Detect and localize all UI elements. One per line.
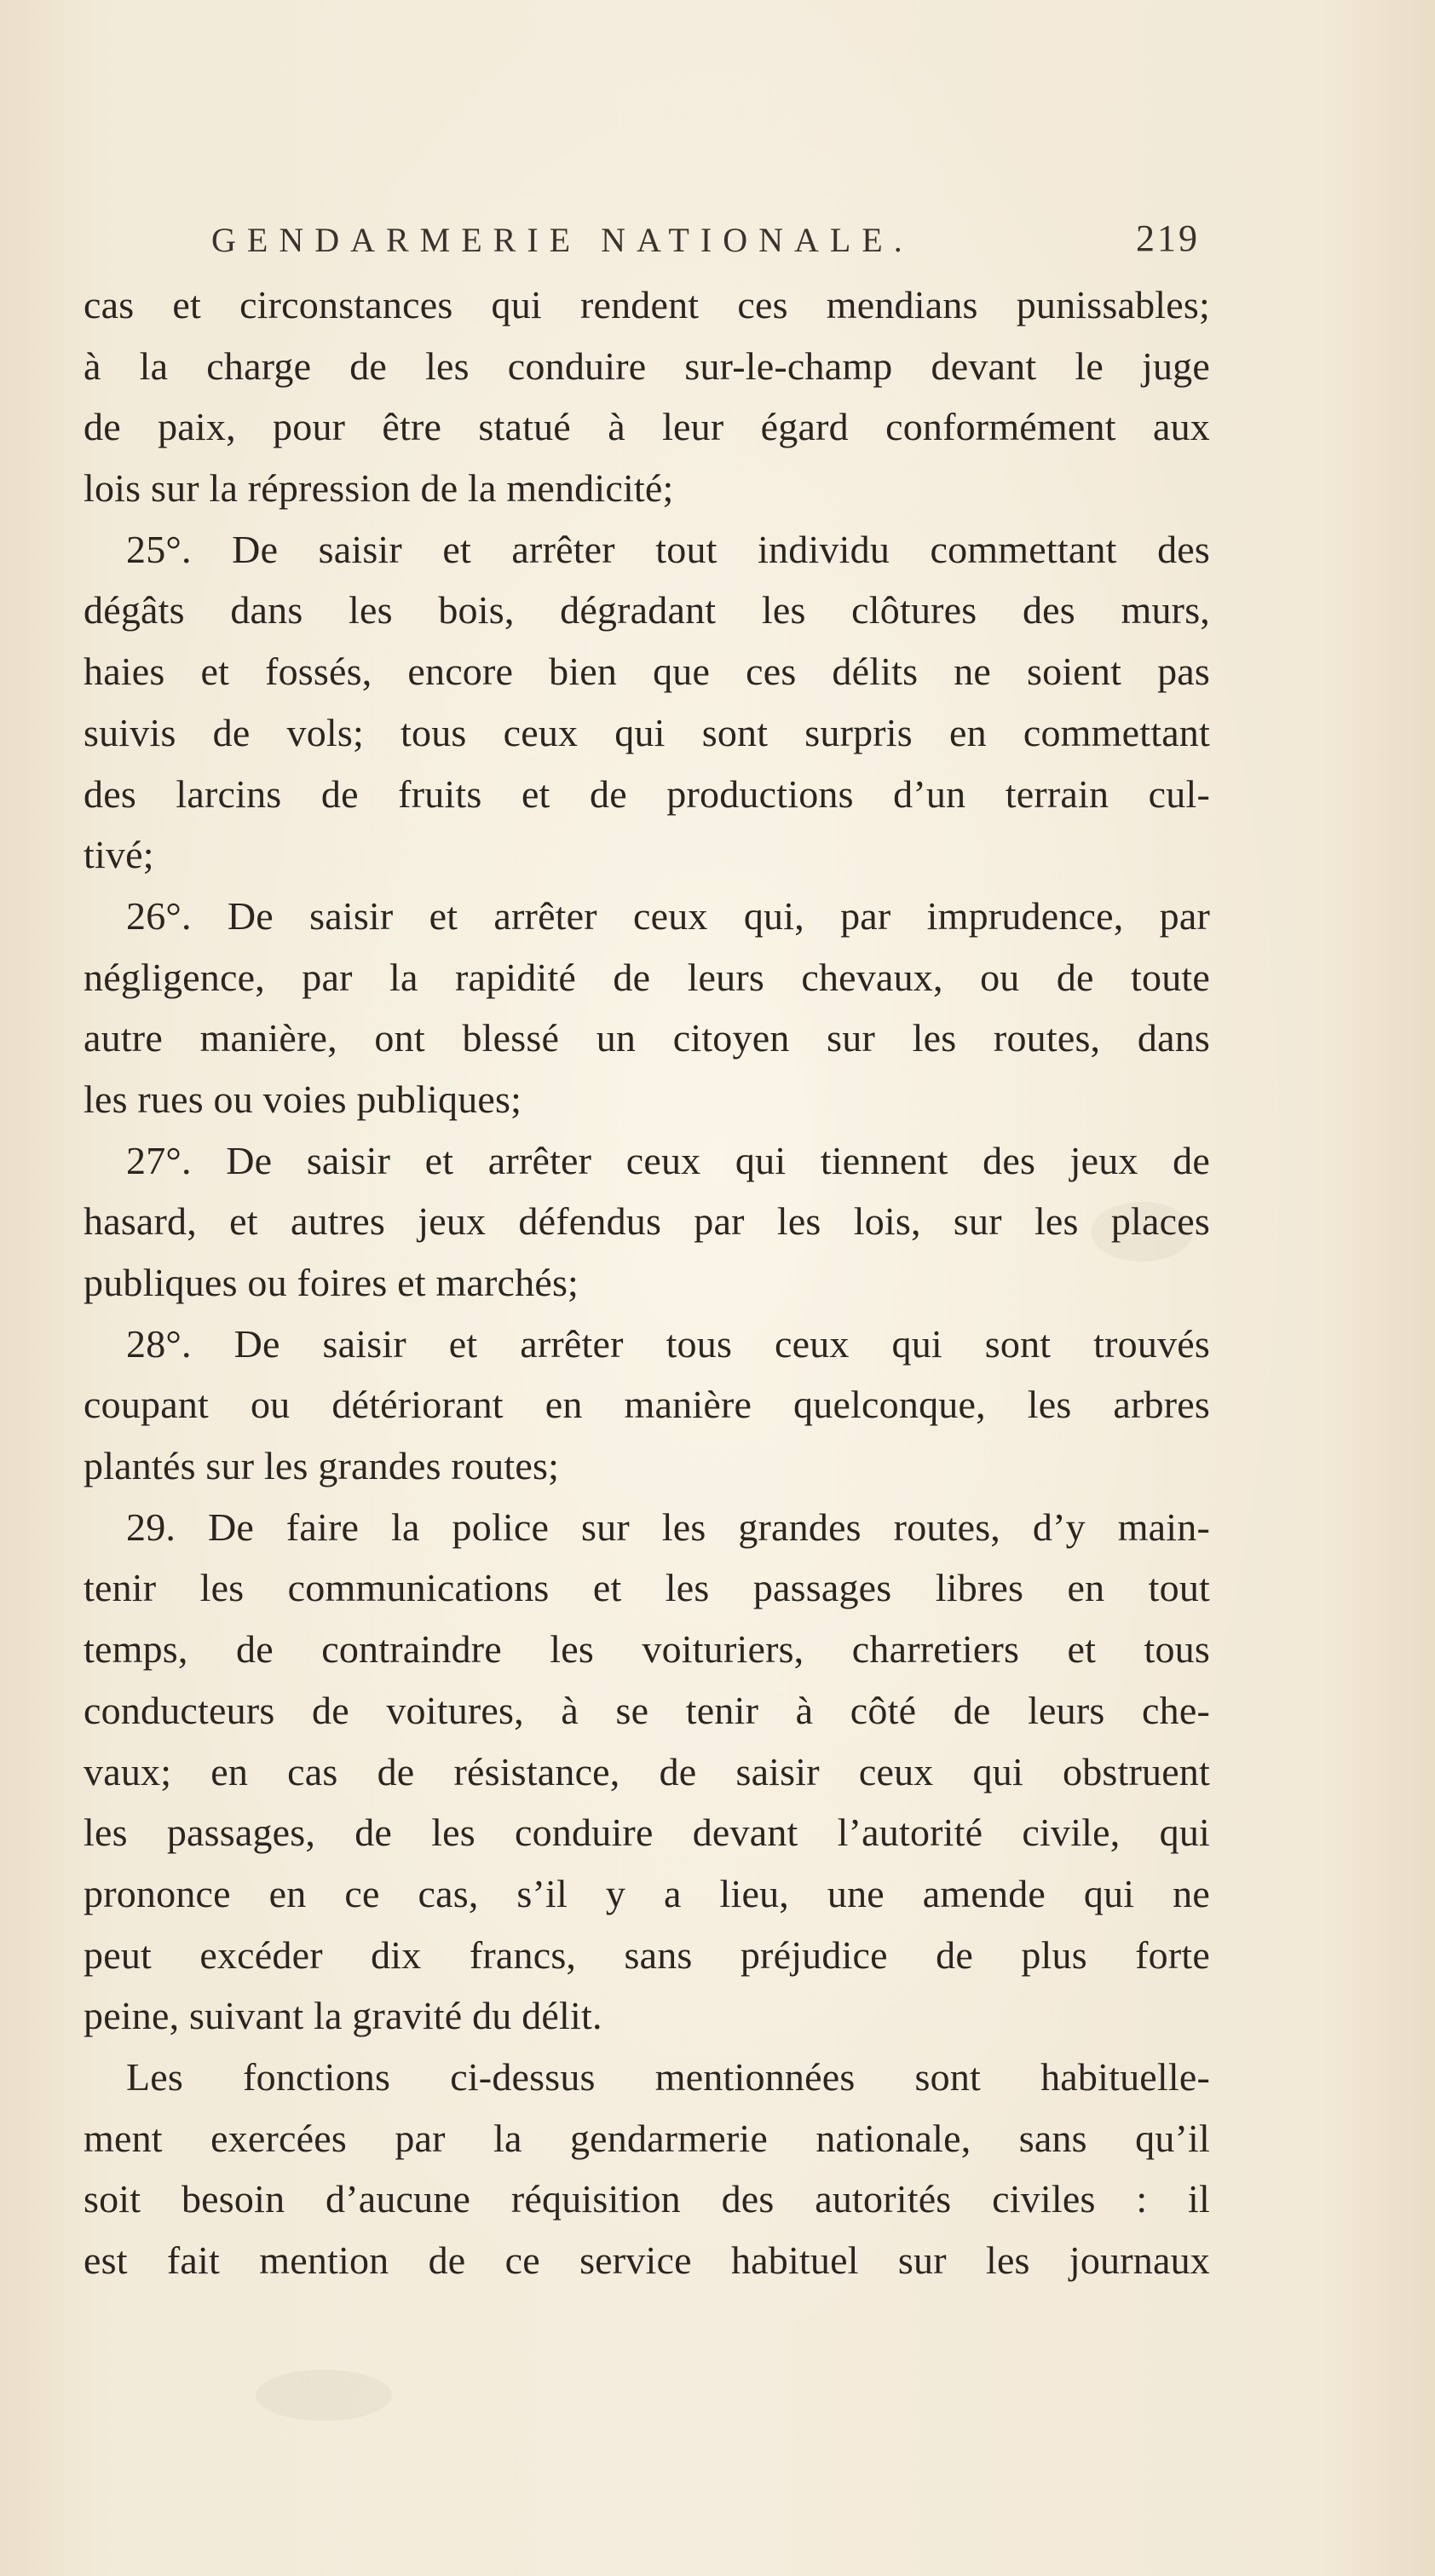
text-line: 29. De faire la police sur les grandes routes, d’y main- bbox=[126, 1505, 1210, 1549]
text-line: les passages, de les conduire devant l’autorité civile, qui bbox=[84, 1811, 1210, 1855]
text-line: haies et fossés, encore bien que ces délits ne soient pas bbox=[84, 650, 1210, 694]
text-line: coupant ou détériorant en manière quelconque, les arbres bbox=[84, 1383, 1210, 1427]
text-line: tivé; bbox=[84, 833, 154, 877]
text-line: 28°. De saisir et arrêter tous ceux qui sont trouvés bbox=[126, 1321, 1210, 1366]
text-line: suivis de vols; tous ceux qui sont surpris en commettant bbox=[84, 710, 1210, 754]
text-line: plantés sur les grandes routes; bbox=[84, 1444, 560, 1488]
text-line: est fait mention de ce service habituel sur les journaux bbox=[84, 2238, 1210, 2282]
text-line: à la charge de les conduire sur-le-champ devant le juge bbox=[84, 344, 1210, 388]
text-line: prononce en ce cas, s’il y a lieu, une amende qui ne bbox=[84, 1871, 1210, 1915]
text-line: lois sur la répression de la mendicité; bbox=[84, 466, 674, 511]
text-line: peut excéder dix francs, sans préjudice de plus forte bbox=[84, 1932, 1210, 1977]
text-line: temps, de contraindre les voituriers, charretiers et tous bbox=[84, 1627, 1210, 1672]
body-text bbox=[84, 274, 1210, 2291]
running-head bbox=[211, 215, 1200, 266]
text-line: de paix, pour être statué à leur égard conformément aux bbox=[84, 405, 1210, 449]
text-line: hasard, et autres jeux défendus par les lois, sur les places bbox=[84, 1199, 1210, 1244]
text-line: 25°. De saisir et arrêter tout individu commettant des bbox=[126, 527, 1210, 571]
text-line: autre manière, ont blessé un citoyen sur les routes, dans bbox=[84, 1016, 1210, 1060]
text-line: Les fonctions ci-dessus mentionnées sont habituelle- bbox=[126, 2054, 1210, 2099]
text-line: 27°. De saisir et arrêter ceux qui tiennent des jeux de bbox=[126, 1138, 1210, 1182]
text-line: peine, suivant la gravité du délit. bbox=[84, 1994, 602, 2038]
paper-stain bbox=[256, 2370, 392, 2421]
text-line: tenir les communications et les passages libres en tout bbox=[84, 1566, 1210, 1610]
text-line: cas et circonstances qui rendent ces mendians punissables; bbox=[84, 283, 1210, 326]
text-line: vaux; en cas de résistance, de saisir ceux qui obstruent bbox=[84, 1749, 1210, 1793]
text-line: conducteurs de voitures, à se tenir à côté de leurs che- bbox=[84, 1688, 1210, 1732]
text-line: les rues ou voies publiques; bbox=[84, 1077, 522, 1121]
text-line: négligence, par la rapidité de leurs chevaux, ou de toute bbox=[84, 955, 1210, 999]
text-line: dégâts dans les bois, dégradant les clôtures des murs, bbox=[84, 588, 1210, 632]
text-line: soit besoin d’aucune réquisition des autorités civiles : il bbox=[84, 2177, 1210, 2221]
text-line: des larcins de fruits et de productions d’un terrain cul- bbox=[84, 771, 1210, 816]
running-title: GENDARMERIE NATIONALE. bbox=[211, 221, 913, 259]
text-line: publiques ou foires et marchés; bbox=[84, 1261, 579, 1304]
text-line: 26°. De saisir et arrêter ceux qui, par imprudence, par bbox=[126, 893, 1210, 938]
page-number: 219 bbox=[1136, 217, 1200, 259]
text-line: ment exercées par la gendarmerie nationale, sans qu’il bbox=[84, 2116, 1210, 2160]
